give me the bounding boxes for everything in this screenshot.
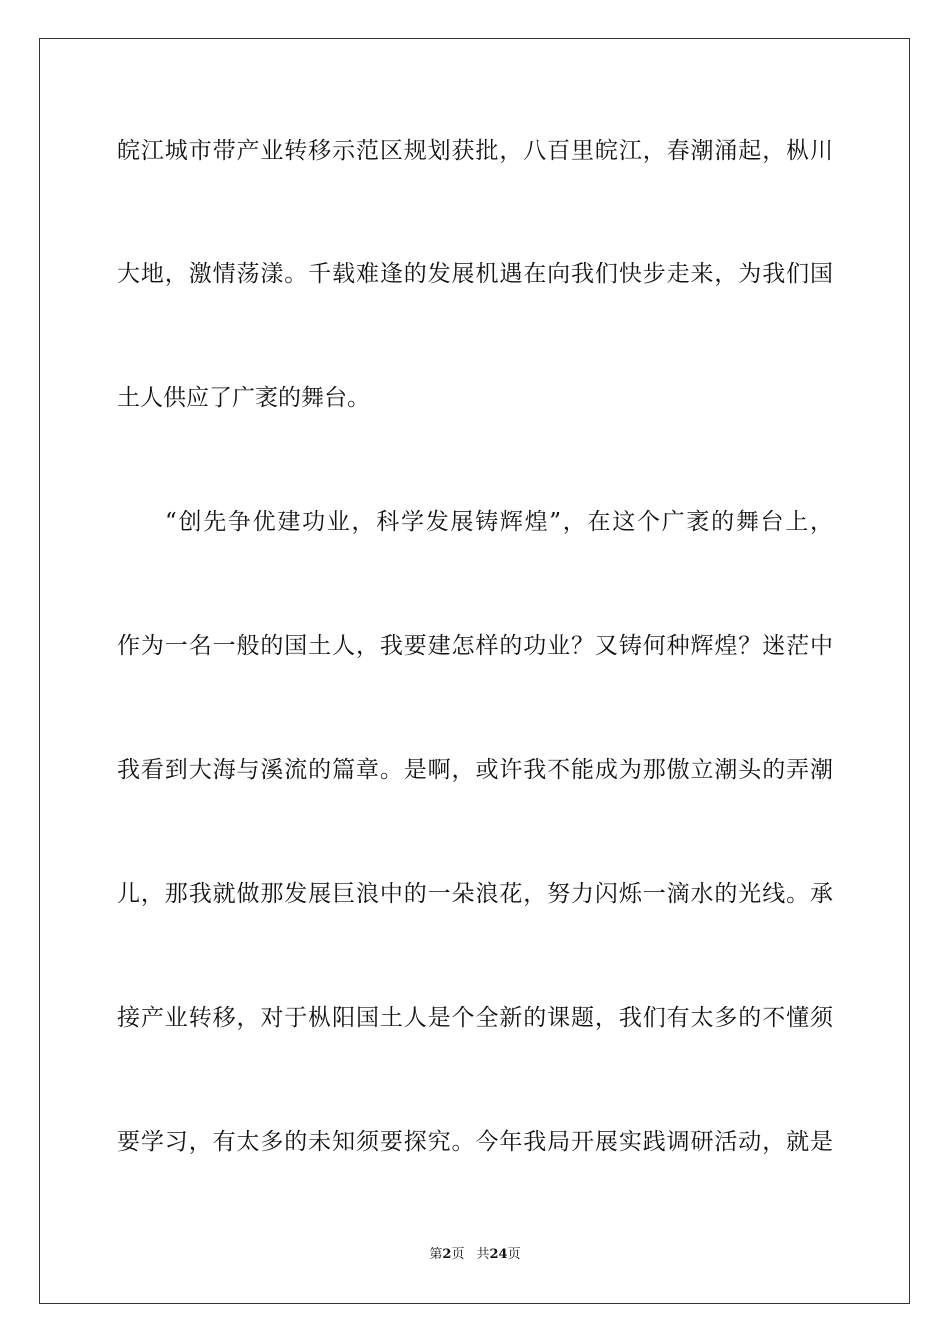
total-label-prefix: 共 xyxy=(476,1247,490,1262)
text-line: “创先争优建功业，科学发展铸辉煌”，在这个广袤的舞台上， xyxy=(165,509,833,535)
text-line: 大地，激情荡漾。千载难逢的发展机遇在向我们快步走来，为我们国 xyxy=(117,261,833,287)
page-number: 2 xyxy=(442,1247,452,1262)
text-line: 皖江城市带产业转移示范区规划获批，八百里皖江，春潮涌起，枞川 xyxy=(117,138,833,164)
page-label-prefix: 第 xyxy=(429,1247,443,1262)
text-line: 作为一名一般的国土人，我要建怎样的功业？又铸何种辉煌？迷茫中 xyxy=(117,633,833,659)
text-line: 接产业转移，对于枞阳国土人是个全新的课题，我们有太多的不懂须 xyxy=(117,1005,833,1031)
page-footer xyxy=(0,1246,950,1264)
text-line: 儿，那我就做那发展巨浪中的一朵浪花，努力闪烁一滴水的光线。承 xyxy=(117,881,833,907)
total-label-suffix: 页 xyxy=(507,1247,521,1262)
total-pages: 24 xyxy=(489,1247,508,1262)
page-border xyxy=(39,38,910,1304)
text-line: 要学习，有太多的未知须要探究。今年我局开展实践调研活动，就是 xyxy=(117,1129,833,1155)
page-label-suffix: 页 xyxy=(451,1247,465,1262)
text-line: 土人供应了广袤的舞台。 xyxy=(117,385,370,411)
text-line: 我看到大海与溪流的篇章。是啊，或许我不能成为那傲立潮头的弄潮 xyxy=(117,757,833,783)
